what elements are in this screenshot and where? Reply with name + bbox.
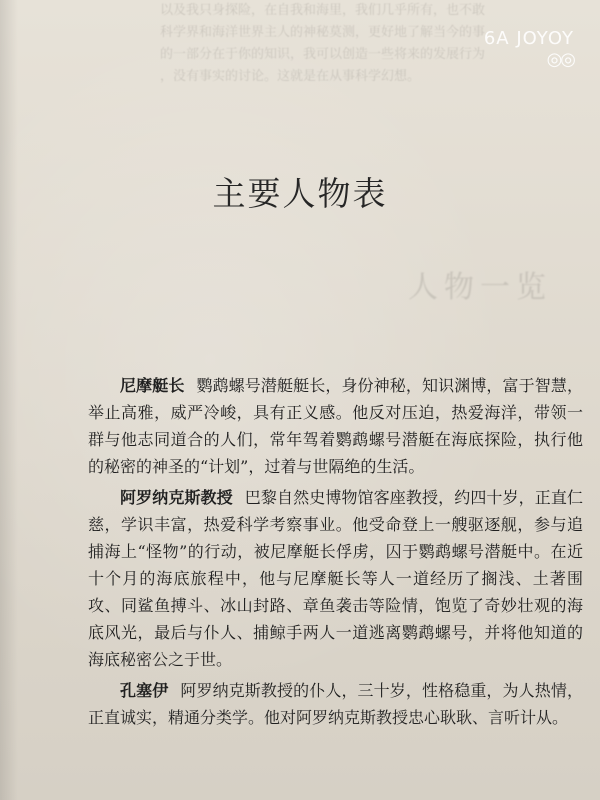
spine-shadow bbox=[0, 0, 18, 800]
character-description: 巴黎自然史博物馆客座教授，约四十岁，正直仁慈，学识丰富，热爱科学考察事业。他受命登上一艘驱逐舰，参与追捕海上“怪物”的行动，被尼摩艇长俘虏，囚于鹦鹉螺号潜艇中。在近十个月的海底旅程中，他与尼摩艇长等人一道经历了搁浅、土著围攻、同鲨鱼搏斗、冰山封路、章鱼袭击等险情，饱览了奇妙壮观的海底风光，最后与仆人、捕鲸手两人一道逃离鹦鹉螺号，并将他知道的海底秘密公之于世。 bbox=[88, 488, 583, 669]
character-entry bbox=[88, 677, 583, 731]
show-through-line: 的一部分在于你的知识，我可以创造一些将来的发展行为 bbox=[160, 47, 486, 62]
character-name: 阿罗纳克斯教授 bbox=[120, 488, 233, 507]
show-through-line: ，没有事实的讨论。这就是在从事科学幻想。 bbox=[160, 69, 421, 84]
show-through-line: 科学界和海洋世界主人的神秘莫测，更好地了解当今的事 bbox=[160, 25, 486, 40]
page-title: 主要人物表 bbox=[212, 174, 388, 213]
character-entry bbox=[88, 484, 583, 673]
watermark-text: 6A JOYOY bbox=[483, 28, 574, 49]
show-through-line: 以及我只身探险，在自我和海里，我们几乎所有，也不敢 bbox=[160, 3, 486, 18]
character-name: 孔塞伊 bbox=[120, 681, 169, 700]
character-entry bbox=[88, 372, 583, 480]
camera-watermark bbox=[484, 28, 574, 69]
watermark-lens-icon: ◎◎ bbox=[546, 49, 574, 70]
show-through-heading: 人物一览 bbox=[408, 270, 552, 305]
character-name: 尼摩艇长 bbox=[120, 376, 185, 395]
character-description: 阿罗纳克斯教授的仆人，三十岁，性格稳重，为人热情，正直诚实，精通分类学。他对阿罗纳克斯教授忠心耿耿、言听计从。 bbox=[88, 681, 583, 727]
character-description: 鹦鹉螺号潜艇艇长，身份神秘，知识渊博，富于智慧，举止高雅，威严冷峻，具有正义感。他反对压迫，热爱海洋，带领一群与他志同道合的人们，常年驾着鹦鹉螺号潜艇在海底探险，执行他的秘密的神圣的“计划”，过着与世隔绝的生活。 bbox=[88, 376, 583, 476]
character-list bbox=[88, 372, 583, 735]
